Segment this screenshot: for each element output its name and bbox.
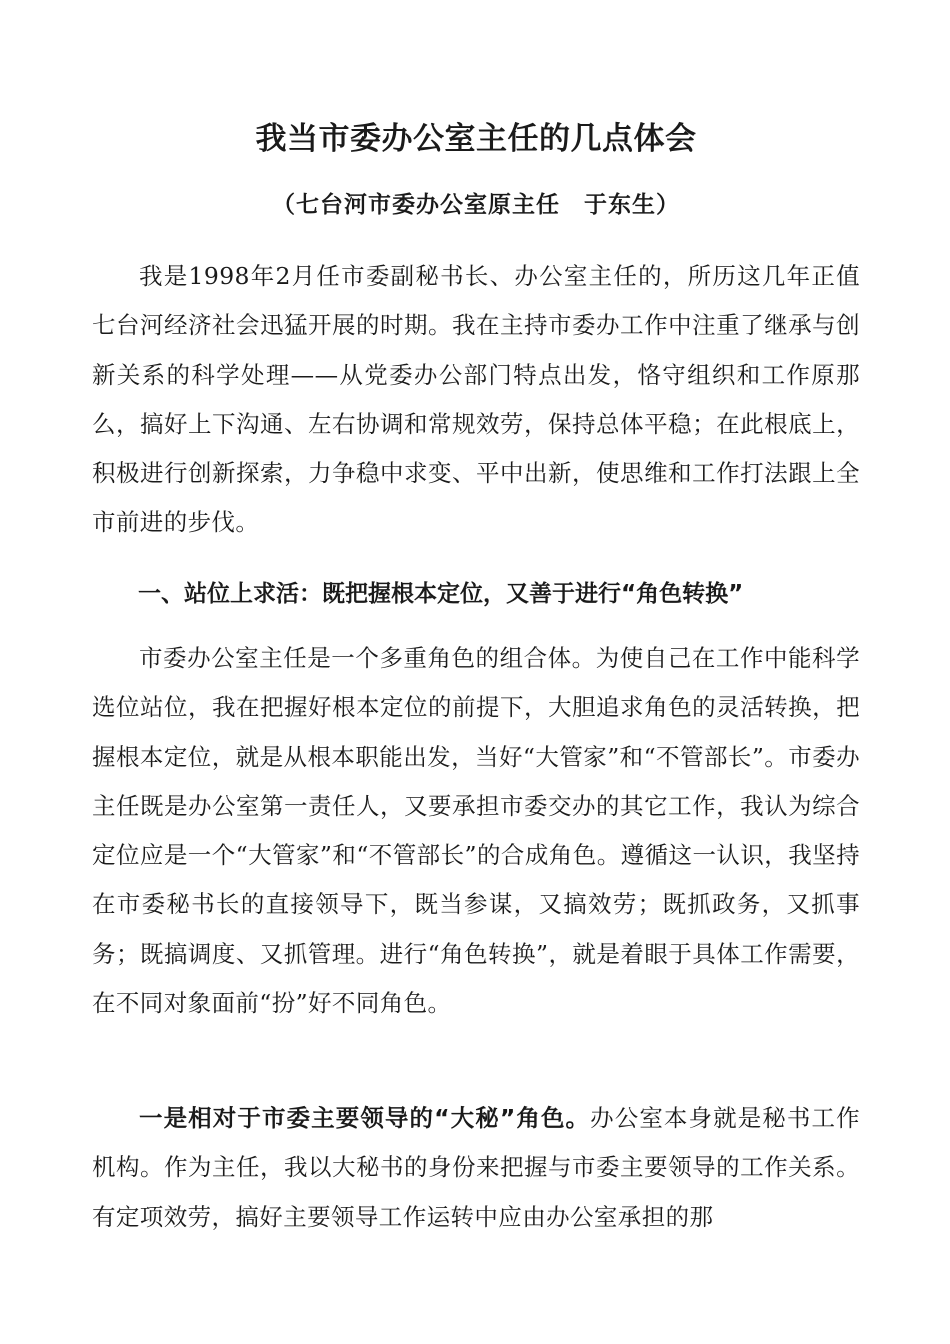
author-line: （七台河市委办公室原主任 于东生） xyxy=(272,191,680,218)
document-title: 我当市委办公室主任的几点体会 xyxy=(255,121,697,157)
item-one-lead: 一是相对于市委主要领导的“大秘”角色。 xyxy=(139,1104,591,1132)
body-paragraph: 市委办公室主任是一个多重角色的组合体。为使自己在工作中能科学选位站位，我在把握好根本定位的前提下，大胆追求角色的灵活转换，把握根本定位，就是从根本职能出发，当好“大管家”和“不管部长”。市委办主任既是办公室第一责任人，又要承担市委交办的其它工作，我认为综合定位应是一个“大管家”和“不管部长”的合成角色。遵循这一认识，我坚持在市委秘书长的直接领导下，既当参谋，又搞效劳；既抓政务，又抓事务；既搞调度、又抓管理。进行“角色转换”，就是着眼于具体工作需要，在不同对象面前“扮”好不同角色。 xyxy=(92,644,860,1018)
intro-paragraph: 我是1998年2月任市委副秘书长、办公室主任的，所历这几年正值七台河经济社会迅猛开展的时期。我在主持市委办工作中注重了继承与创新关系的科学处理——从党委办公部门特点出发，恪守组织和工作原那么，搞好上下沟通、左右协调和常规效劳，保持总体平稳；在此根底上，积极进行创新探索，力争稳中求变、平中出新，使思维和工作打法跟上全市前进的步伐。 xyxy=(92,262,860,537)
section-heading: 一、站位上求活：既把握根本定位，又善于进行“角色转换” xyxy=(138,581,744,607)
item-one-paragraph xyxy=(92,1094,860,1242)
item-one-body: 办公室本身就是秘书工作机构。作为主任，我以大秘书的身份来把握与市委主要领导的工作关系。有定项效劳，搞好主要领导工作运转中应由办公室承担的那 xyxy=(92,1104,860,1231)
